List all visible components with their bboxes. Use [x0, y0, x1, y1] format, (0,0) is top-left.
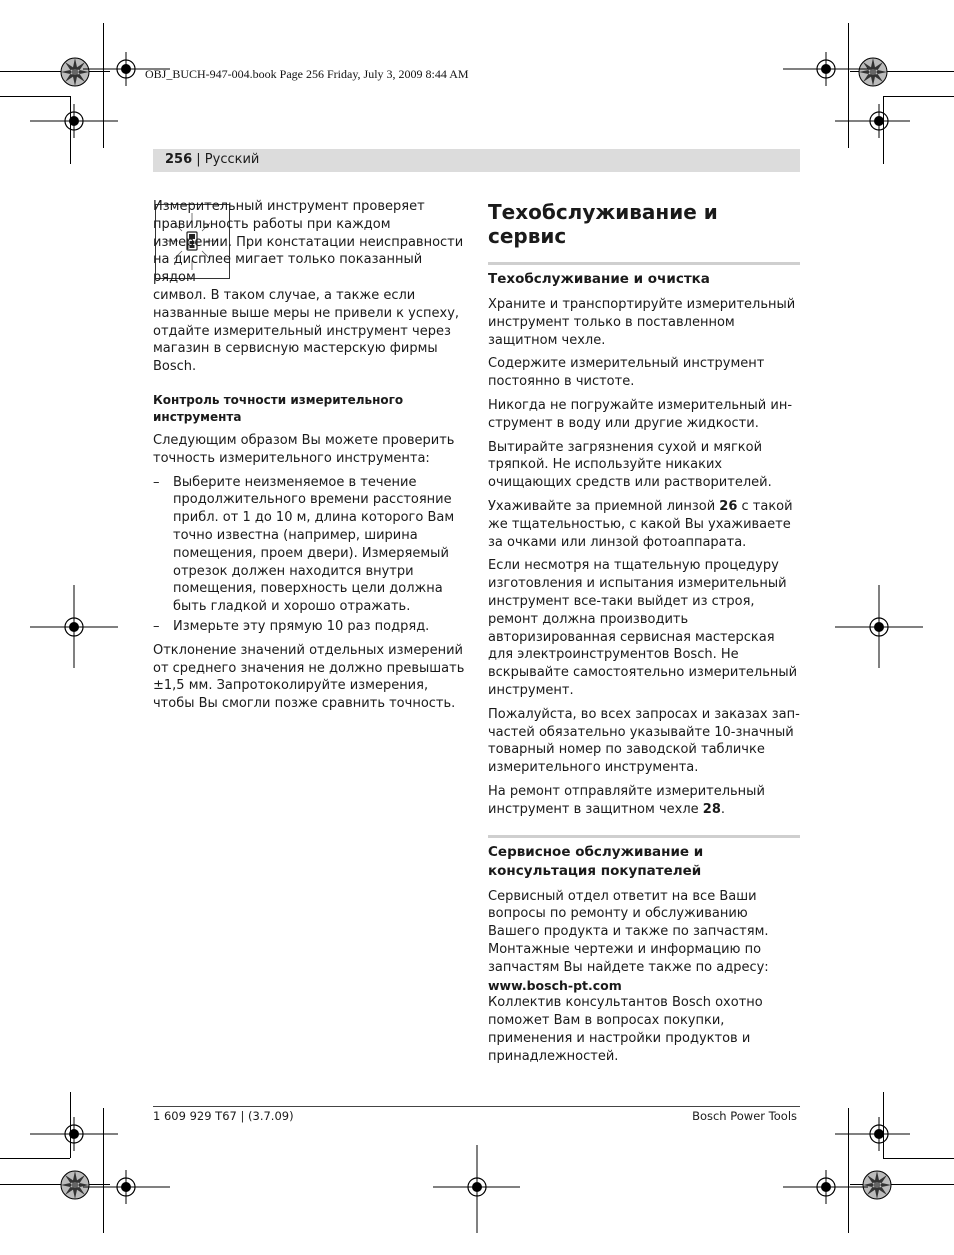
accuracy-steps	[153, 474, 466, 636]
paragraph	[488, 498, 800, 551]
paragraph	[488, 783, 800, 819]
accuracy-heading: Контроль точности измерительного инструмента	[153, 392, 404, 424]
text-run: с такой же тщательностью, с какой Вы ухаживаете за очками или линзой фотоаппарата.	[488, 498, 793, 550]
print-slug: OBJ_BUCH-947-004.book Page 256 Friday, July 3, 2009 8:44 AM	[145, 67, 469, 81]
footer-divider	[153, 1106, 800, 1107]
page-number: 256	[165, 152, 193, 167]
text-run: .	[720, 801, 726, 817]
accuracy-intro: Следующим образом Вы можете проверить точность измерительного инструмента:	[153, 432, 455, 466]
section-divider	[488, 262, 800, 265]
paragraph: Содержите измерительный инструмент постоянно в чистоте.	[488, 356, 765, 390]
page-title: Техобслуживание и сервис	[488, 200, 718, 248]
paragraph: Коллектив консультантов Bosch охотно поможет Вам в вопросах покупки, применения и настройки продуктов и принадлежностей.	[488, 995, 763, 1064]
paragraph: Никогда не погружайте измерительный инструмент в воду или другие жидкости.	[488, 397, 793, 431]
icon-description-continued: символ. В таком случае, а также если названные выше меры не привели к успеху, отдайте измерительный инструмент через магазин в сервисную мастерскую фирмы Bosch.	[153, 287, 460, 375]
text-run: Ухаживайте за приемной линзой	[488, 498, 720, 514]
paragraph: Сервисный отдел ответит на все Ваши вопросы по ремонту и обслуживанию Вашего продукта и также по запчастям. Монтажные чертежи и информацию по запчастям Вы найдете также по адресу:	[488, 888, 769, 975]
reference-number: 28	[702, 801, 721, 817]
paragraph: Вытирайте загрязнения сухой и мягкой тряпкой. Не используйте никаких очищающих средств или растворителей.	[488, 439, 772, 491]
right-column	[488, 196, 800, 1071]
list-item: – Измерьте эту прямую 10 раз подряд.	[153, 618, 466, 636]
reference-number: 26	[719, 498, 738, 514]
section-divider	[488, 835, 800, 838]
service-heading: Сервисное обслуживание и консультация покупателей	[488, 843, 704, 879]
header-language: Русский	[204, 152, 260, 167]
header-separator: |	[192, 152, 205, 167]
footer-brand: Bosch Power Tools	[692, 1109, 797, 1123]
text-run: На ремонт отправляйте измерительный инструмент в защитном чехле	[488, 783, 765, 817]
paragraph: Пожалуйста, во всех запросах и заказах запчастей обязательно указывайте 10-значный товарный номер по заводской табличке измерительного инструмента.	[488, 706, 800, 776]
icon-description: Измерительный инструмент проверяет правильность работы при каждом измерении. При констатации неисправности на дисплее мигает только показанный рядом	[153, 199, 464, 286]
service-url-link[interactable]: www.bosch-pt.com	[488, 977, 622, 993]
maintenance-heading: Техобслуживание и очистка	[488, 271, 710, 287]
page-header	[165, 152, 259, 167]
list-item: – Выберите неизменяемое в течение продолжительного времени расстояние прибл. от 1 до 10 м, длина которого Вам точно известна (например, ширина помещения, проем двери). Измеряемый отрезок должен находится внутри помещения, поверхность цели должна быть гладкой и хорошо отражать.	[153, 474, 466, 616]
deviation-paragraph: Отклонение значений отдельных измерений от среднего значения не должно превышать ±1,5 мм. Запротоколируйте измерения, чтобы Вы смогли позже сравнить точность.	[153, 642, 465, 712]
left-column	[153, 198, 466, 719]
paragraph: Если несмотря на тщательную процедуру изготовления и испытания измерительный инструмент все-таки выйдет из строя, ремонт должна производить авторизированная сервисная мастерская для электроинструментов Bosch. Не вскрывайте самостоятельно измерительный инструмент.	[488, 558, 798, 698]
paragraph: Храните и транспортируйте измерительный инструмент только в поставленном защитном чехле.	[488, 297, 796, 348]
footer-document-number: 1 609 929 T67 | (3.7.09)	[153, 1109, 294, 1123]
